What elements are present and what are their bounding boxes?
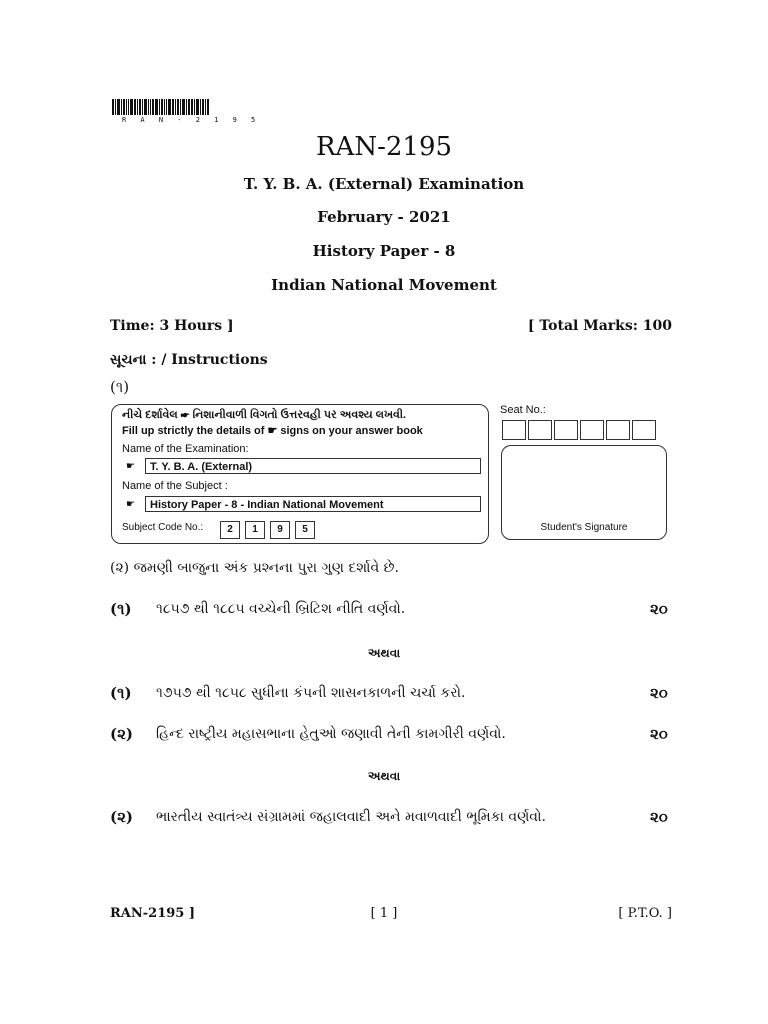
seat-cell (606, 420, 630, 440)
pointing-hand-icon: ☛ (126, 461, 135, 472)
question-marks: ૨૦ (650, 808, 668, 826)
footer-code: RAN-2195 ] (110, 906, 196, 921)
signature-box (501, 445, 667, 540)
question-text: હિન્દ રાષ્ટ્રીય મહાસભાના હેતુઓ જણાવી તેની કામગીરી વર્ણવો. (156, 726, 506, 742)
page-number: [ 1 ] (370, 906, 398, 921)
seat-cell (528, 420, 552, 440)
question-marks: ૨૦ (650, 684, 668, 702)
question-number: (૨) (110, 725, 133, 743)
subject-code-digit: 9 (270, 521, 290, 539)
seat-cell (580, 420, 604, 440)
subject-name: Indian National Movement (271, 276, 497, 294)
instruction-1-number: (૧) (110, 378, 130, 396)
seat-number-label: Seat No.: (500, 404, 546, 416)
subject-name-field: History Paper - 8 - Indian National Movement (145, 496, 481, 512)
question-text: ૧૮૫૭ થી ૧૮૮૫ વચ્ચેની બ્રિટિશ નીતિ વર્ણવો. (156, 601, 406, 617)
question-marks: ૨૦ (650, 600, 668, 618)
barcode-text: R A N - 2 1 9 5 (122, 116, 261, 124)
subject-code-digit: 2 (220, 521, 240, 539)
barcode (112, 99, 226, 115)
exam-title: T. Y. B. A. (External) Examination (243, 175, 525, 193)
pointing-hand-icon: ☛ (126, 499, 135, 510)
exam-name-field: T. Y. B. A. (External) (145, 458, 481, 474)
time-allowed: Time: 3 Hours ] (110, 318, 234, 334)
or-separator: અથવા (367, 646, 401, 660)
or-separator: અથવા (367, 769, 401, 783)
question-number: (૧) (110, 600, 132, 618)
total-marks: [ Total Marks: 100 (527, 318, 672, 334)
seat-cell (632, 420, 656, 440)
question-text: ભારતીય સ્વાતંત્ર્ય સંગ્રામમાં જહાલવાદી અને મવાળવાદી ભૂમિકા વર્ણવો. (156, 809, 546, 825)
instructions-heading: સૂચના : / Instructions (110, 352, 268, 368)
subject-code-digit: 5 (295, 521, 315, 539)
instruction-2: (૨) જમણી બાજુના અંક પ્રશ્નના પુરા ગુણ દર્શાવે છે. (110, 560, 399, 576)
paper-code: RAN-2195 (315, 132, 453, 162)
signature-label: Student's Signature (540, 522, 628, 533)
exam-name-label: Name of the Examination: (122, 443, 249, 455)
question-text: ૧૭૫૭ થી ૧૮૫૮ સુધીના કંપની શાસનકાળની ચર્ચા કરો. (156, 685, 466, 701)
subject-name-label: Name of the Subject : (122, 480, 228, 492)
question-number: (૧) (110, 684, 132, 702)
exam-date: February - 2021 (317, 208, 451, 226)
subject-code-label: Subject Code No.: (122, 522, 204, 533)
question-marks: ૨૦ (650, 725, 668, 743)
form-line-gujarati: નીચે દર્શાવેલ ☛ નિશાનીવાળી વિગતો ઉત્તરવહી પર અવશ્ય લખવી. (122, 409, 407, 421)
pto-note: [ P.T.O. ] (618, 906, 672, 921)
details-form (111, 404, 489, 544)
subject-code-digit: 1 (245, 521, 265, 539)
paper-name: History Paper - 8 (312, 242, 456, 260)
question-number: (૨) (110, 808, 133, 826)
seat-cell (554, 420, 578, 440)
seat-cell (502, 420, 526, 440)
form-line-english: Fill up strictly the details of ☛ signs on your answer book (122, 425, 423, 437)
seat-number-boxes (502, 420, 658, 440)
